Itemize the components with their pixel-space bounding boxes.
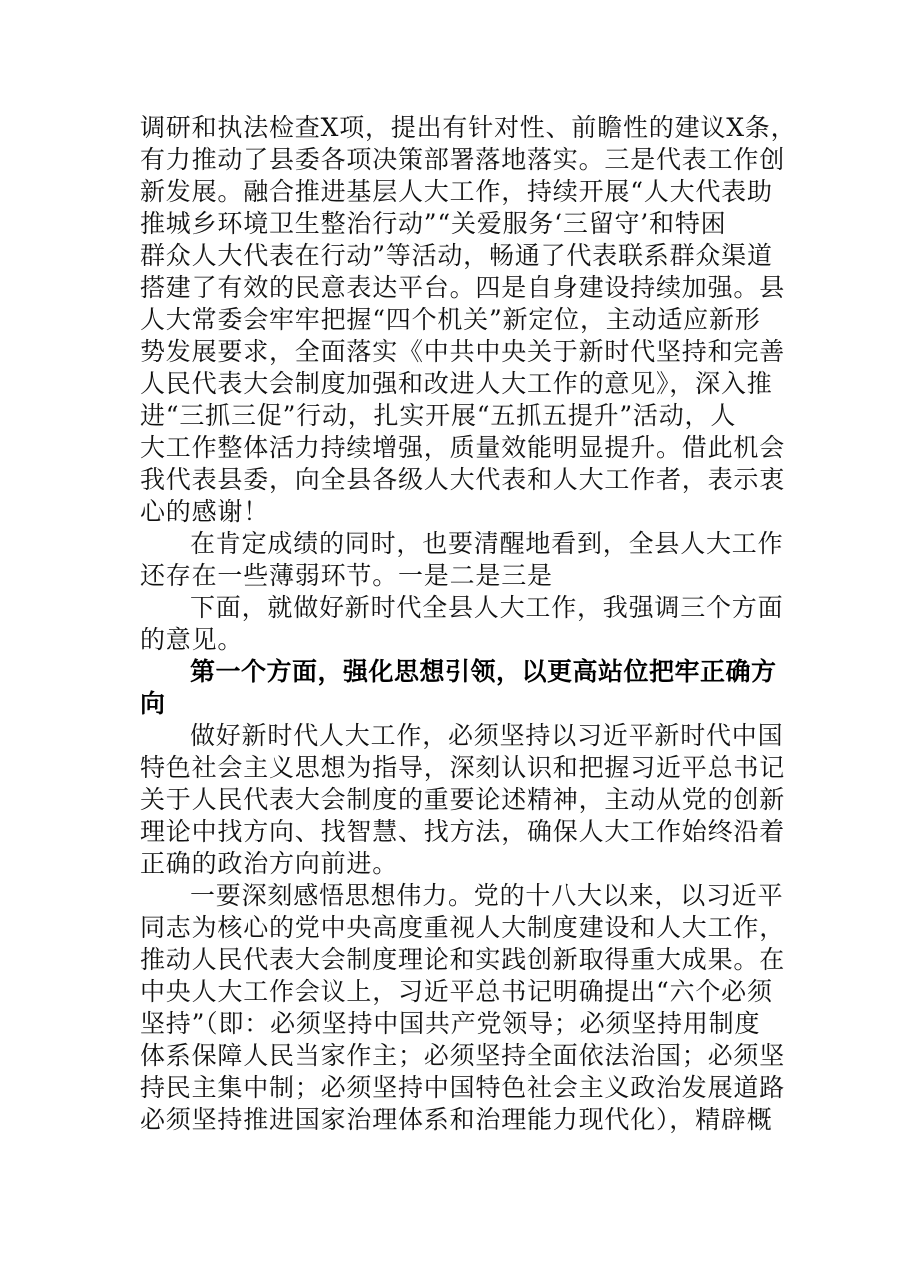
text-line: 群众人大代表在行动”等活动，畅通了代表联系群众渠道 [140, 241, 773, 270]
paragraph-first-line: 一要深刻感悟思想伟力。党的十八大以来，以习近平 [190, 881, 784, 910]
paragraph-first-line: 做好新时代人大工作，必须坚持以习近平新时代中国 [190, 721, 784, 750]
text-line: 推动人民代表大会制度理论和实践创新取得重大成果。在 [140, 945, 786, 974]
text-line: 调研和执法检查X项，提出有针对性、前瞻性的建议X条， [140, 113, 797, 142]
section-heading: 第一个方面，强化思想引领，以更高站位把牢正确方 [190, 657, 777, 686]
text-line: 人民代表大会制度加强和改进人大工作的意见》，深入推 [140, 369, 773, 398]
section-heading-continued: 向 [140, 689, 166, 718]
text-line: 持民主集中制；必须坚持中国特色社会主义政治发展道路 [140, 1073, 786, 1102]
text-line: 还存在一些薄弱环节。一是二是三是 [140, 561, 553, 590]
text-line: 同志为核心的党中央高度重视人大制度建设和人大工作， [140, 913, 786, 942]
text-line: 关于人民代表大会制度的重要论述精神，主动从党的创新 [140, 785, 786, 814]
text-line: 正确的政治方向前进。 [140, 849, 399, 878]
text-line: 大工作整体活力持续增强，质量效能明显提升。借此机会 [140, 433, 786, 462]
text-line: 我代表县委，向全县各级人大代表和人大工作者，表示衷 [140, 465, 786, 494]
text-line: 特色社会主义思想为指导，深刻认识和把握习近平总书记 [140, 753, 786, 782]
document-body [140, 112, 797, 1136]
text-line: 的意见。 [140, 625, 244, 654]
paragraph-first-line: 在肯定成绩的同时，也要清醒地看到，全县人大工作 [190, 529, 784, 558]
text-line: 中央人大工作会议上，习近平总书记明确提出“六个必须 [140, 977, 773, 1006]
text-line: 推城乡环境卫生整治行动”“关爱服务‘三留守’和特困 [140, 209, 727, 238]
text-line: 人大常委会牢牢把握“四个机关”新定位，主动适应新形 [140, 305, 761, 334]
text-line: 进“三抓三促”行动，扎实开展“五抓五提升”活动，人 [140, 401, 737, 430]
text-line: 新发展。融合推进基层人大工作，持续开展“人大代表助 [140, 177, 773, 206]
text-line: 心的感谢！ [140, 497, 270, 526]
text-line: 坚持”（即：必须坚持中国共产党领导；必须坚持用制度 [140, 1009, 761, 1038]
text-line: 必须坚持推进国家治理体系和治理能力现代化），精辟概 [140, 1105, 773, 1134]
text-line: 理论中找方向、找智慧、找方法，确保人大工作始终沿着 [140, 817, 786, 846]
text-line: 体系保障人民当家作主；必须坚持全面依法治国；必须坚 [140, 1041, 786, 1070]
paragraph-first-line: 下面，就做好新时代全县人大工作，我强调三个方面 [190, 593, 784, 622]
text-line: 搭建了有效的民意表达平台。四是自身建设持续加强。县 [140, 273, 786, 302]
text-line: 有力推动了县委各项决策部署落地落实。三是代表工作创 [140, 145, 786, 174]
text-line: 势发展要求，全面落实《中共中央关于新时代坚持和完善 [140, 337, 786, 366]
